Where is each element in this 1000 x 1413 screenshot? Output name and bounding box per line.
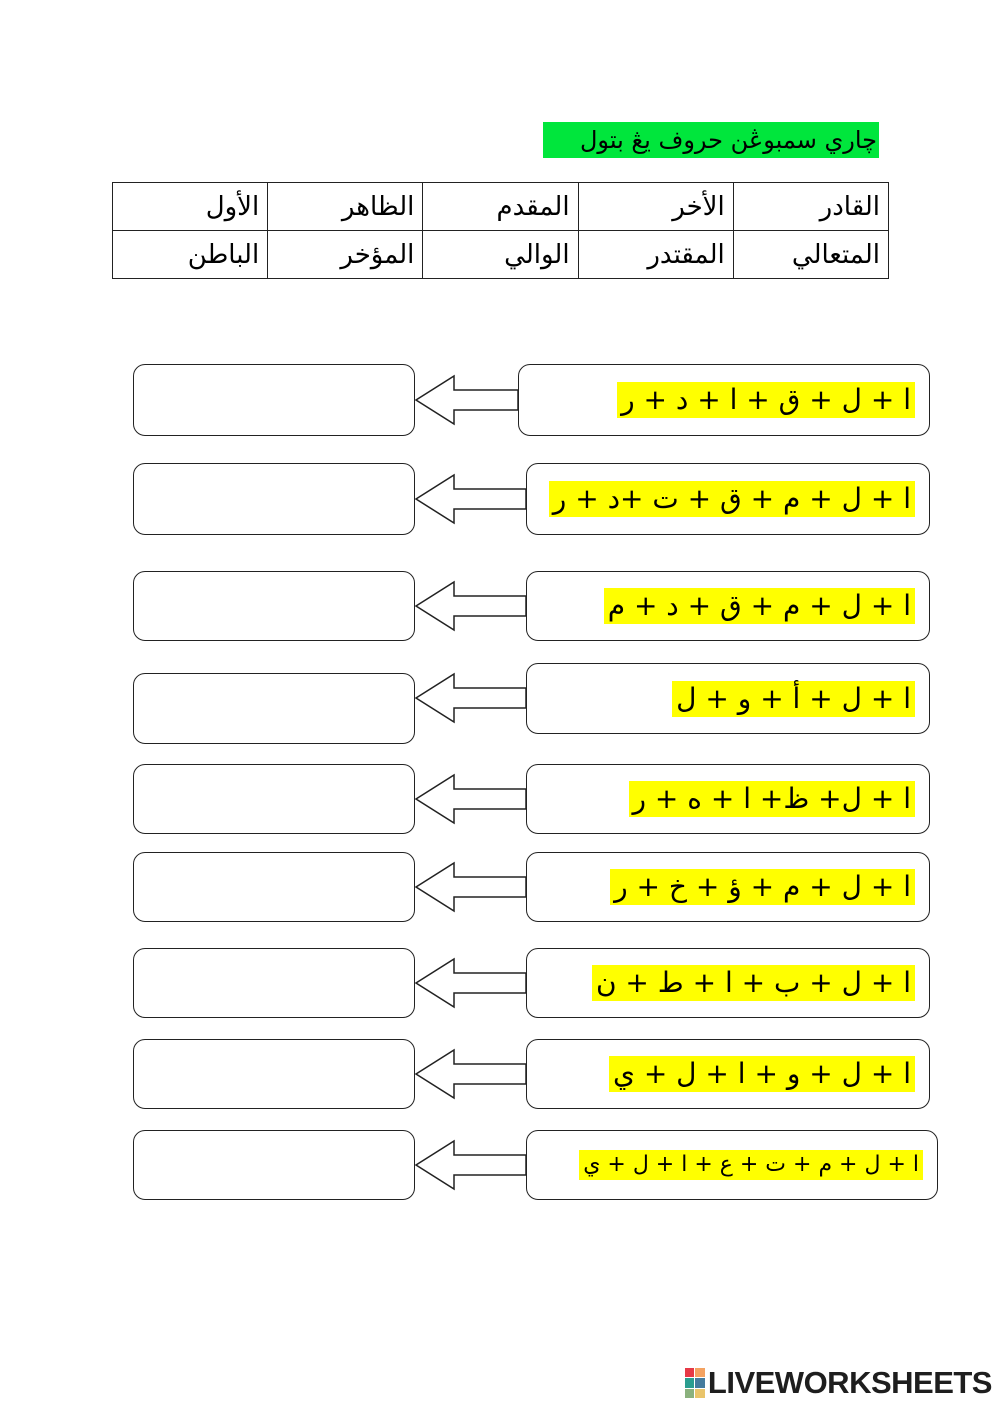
- clue-text: ا + ل + و + ا + ل + ي: [609, 1056, 915, 1092]
- left-arrow-icon: [414, 364, 520, 436]
- answer-box-4[interactable]: [133, 673, 415, 744]
- word-bank-cell: المقدم: [423, 183, 578, 231]
- word-bank-cell: القادر: [733, 183, 888, 231]
- word-bank-row: [113, 231, 889, 279]
- word-bank-cell: الأخر: [578, 183, 733, 231]
- clue-text: ا + ل + أ + و + ل: [672, 681, 915, 717]
- clue-box-8: [526, 1039, 930, 1109]
- answer-box-1[interactable]: [133, 364, 415, 436]
- left-arrow-icon: [414, 764, 528, 834]
- word-bank-cell: الوالي: [423, 231, 578, 279]
- word-bank-cell: المقتدر: [578, 231, 733, 279]
- word-bank-cell: المتعالي: [733, 231, 888, 279]
- left-arrow-icon: [414, 852, 528, 922]
- clue-box-6: [526, 852, 930, 922]
- clue-box-4: [526, 663, 930, 734]
- answer-box-2[interactable]: [133, 463, 415, 535]
- brand-name: LIVEWORKSHEETS: [707, 1365, 992, 1400]
- left-arrow-icon: [414, 571, 528, 641]
- answer-box-5[interactable]: [133, 764, 415, 834]
- clue-text: ا + ل + م + ؤ + خ + ر: [610, 869, 915, 905]
- clue-text: ا + ل+ ظ+ ا + ه + ر: [629, 781, 916, 817]
- clue-text: ا + ل + م + ت + ع + ا + ل + ي: [579, 1150, 923, 1180]
- left-arrow-icon: [414, 663, 528, 734]
- worksheet-title: چاري سمبوڠن حروف يڠ بتول: [543, 122, 879, 158]
- answer-box-7[interactable]: [133, 948, 415, 1018]
- answer-box-3[interactable]: [133, 571, 415, 641]
- left-arrow-icon: [414, 1130, 528, 1200]
- liveworksheets-logo: [685, 1363, 992, 1403]
- clue-box-1: [518, 364, 930, 436]
- clue-box-7: [526, 948, 930, 1018]
- answer-box-9[interactable]: [133, 1130, 415, 1200]
- logo-icon: [685, 1368, 705, 1398]
- clue-box-5: [526, 764, 930, 834]
- word-bank-cell: الباطن: [113, 231, 268, 279]
- left-arrow-icon: [414, 463, 528, 535]
- answer-box-6[interactable]: [133, 852, 415, 922]
- word-bank-cell: المؤخر: [268, 231, 423, 279]
- clue-text: ا + ل + م + ق + ت +د + ر: [549, 481, 915, 517]
- word-bank-cell: الأول: [113, 183, 268, 231]
- clue-box-9: [526, 1130, 938, 1200]
- answer-box-8[interactable]: [133, 1039, 415, 1109]
- word-bank-table: [112, 182, 889, 279]
- clue-text: ا + ل + ب + ا + ط + ن: [592, 965, 915, 1001]
- clue-text: ا + ل + م + ق + د + م: [604, 588, 915, 624]
- clue-text: ا + ل + ق + ا + د + ر: [617, 382, 915, 418]
- clue-box-3: [526, 571, 930, 641]
- left-arrow-icon: [414, 948, 528, 1018]
- word-bank-cell: الظاهر: [268, 183, 423, 231]
- left-arrow-icon: [414, 1039, 528, 1109]
- word-bank-row: [113, 183, 889, 231]
- clue-box-2: [526, 463, 930, 535]
